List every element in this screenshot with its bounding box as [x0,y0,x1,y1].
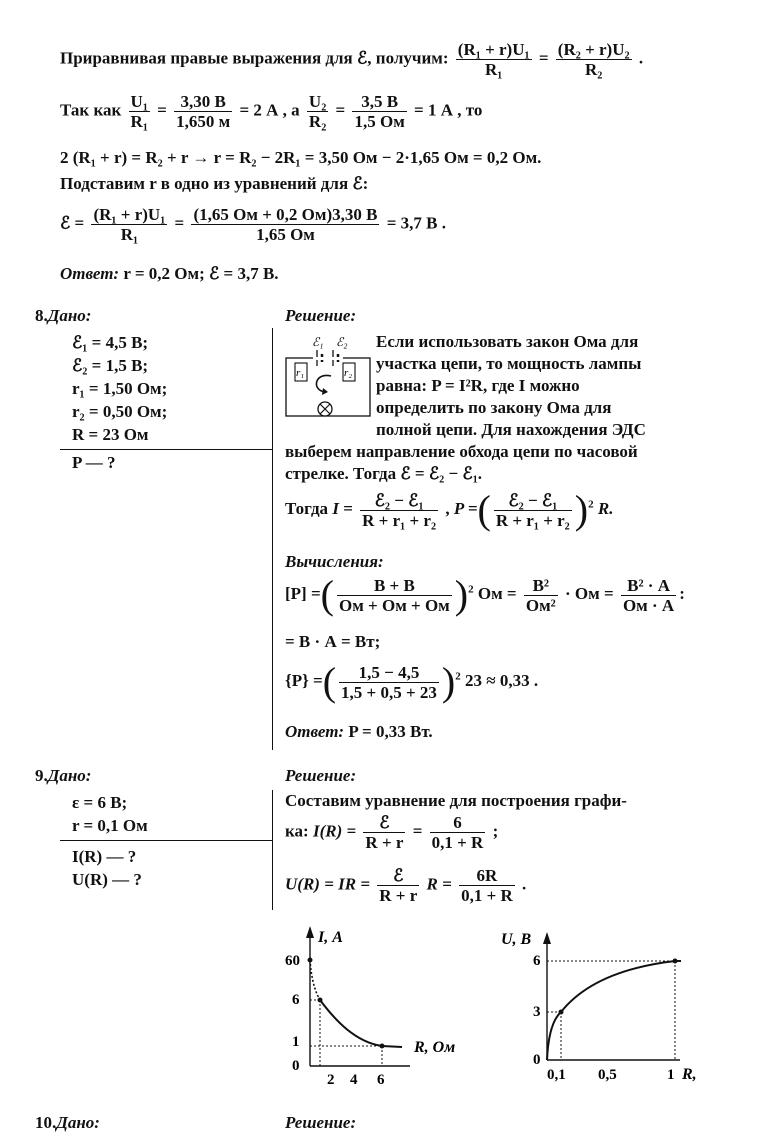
units-frac3 [621,576,676,615]
given-label: Дано: [56,1113,100,1132]
units-mid2: · Ом = [565,583,614,603]
p9-formula-u [285,866,526,905]
paren-right: ) [454,572,469,617]
line5-frac2 [191,205,379,244]
frac-den: R + r [379,886,418,905]
line2-prefix: Так как [60,100,122,120]
graph-left-xlabel: R, Ом [414,1039,456,1056]
exponent: 2 [468,583,474,596]
p8-header [35,306,91,326]
p8-numeric-formula [285,659,539,704]
frac-num: 6R [459,866,515,886]
frac-den: Ом² [525,595,556,615]
num-frac [339,663,439,702]
top-line1 [60,40,643,79]
frac-num: (1,65 Ом + 0,2 Ом)3,30 В [193,205,378,224]
frac-den: 1,5 + 0,5 + 23 [341,682,437,702]
units-frac1 [337,576,452,615]
given-label: Дано: [47,766,92,785]
paren-left: ( [320,572,334,617]
given-item: ℰ₂ = 1,5 В; [72,356,149,375]
answer-value: P = 0,33 Вт. [348,722,433,741]
frac-num: (R₂ + r)U₂ [557,40,630,59]
i-frac1 [363,813,405,852]
text-line: Если использовать закон Ома для [376,332,639,351]
frac-num: 3,5 В [352,92,406,112]
top-line4: Подставим r в одно из уравнений для ℰ: [60,174,369,193]
problem-number: 9. [35,766,48,785]
frac-num: 6 [430,813,486,833]
frac-den: 1,650 м [176,112,231,131]
p8-units-line2: = В · А = Вт; [285,632,381,651]
units-lhs: [P] = [285,583,321,603]
paren-left: ( [322,659,337,704]
u-lhs: U(R) = IR = [285,874,371,894]
p9-given-list [72,791,148,837]
text-line: определить по закону Ома для [376,398,612,417]
frac-den: Ом · А [622,595,675,615]
line2-frac4 [352,92,406,131]
p8-circuit-diagram [283,330,373,420]
p-tail: R. [597,498,614,518]
p8-vertical-divider [272,328,273,750]
i-lhs: I = [332,498,353,518]
u-frac1 [377,866,419,905]
frac-den: R₂ [308,112,327,131]
p8-formula-ip [285,487,614,532]
graph-right-xtick-05: 0,5 [598,1067,617,1083]
line5-frac1 [91,205,167,244]
p8-calc-label: Вычисления: [285,552,384,571]
p8-solution-label: Решение: [285,306,357,325]
graph-left-ytick-6: 6 [292,992,300,1008]
top-line2 [60,92,482,131]
frac-den: R₁ [120,225,139,244]
exponent: 2 [455,670,461,683]
dot: . [522,874,527,894]
given-item: ℰ₁ = 4,5 В; [72,333,149,352]
find-item: I(R) — ? [72,847,137,866]
graph-left-ylabel: I, А [318,929,343,946]
p9-formula-i [285,813,498,852]
graph-right-xtick-01: 0,1 [547,1067,566,1083]
paren-left: ( [477,487,491,532]
p8-text-full [285,441,638,485]
line2-suffix: = 1 А , то [414,100,483,120]
exponent: 2 [588,498,594,511]
top-line1-frac2 [556,40,632,79]
top-line3: 2 (R₁ + r) = R₂ + r → r = R₂ − 2R₁ = 3,50 Ом − 2·1,65 Ом = 0,2 Ом. [60,148,542,167]
graph-right-ytick-6: 6 [533,953,541,969]
graph-u-of-r [495,920,715,1090]
eq-sign: = [538,48,549,68]
u-mid: R = [426,874,452,894]
line5-result: = 3,7 В . [386,213,446,233]
u-frac2 [459,866,515,905]
semicolon: ; [492,821,499,841]
graph-i-of-r [280,920,480,1090]
frac-num: ℰ₂ − ℰ₁ [360,491,438,511]
circuit-r2-label: r₂ [344,367,353,379]
graph-left-xtick-2: 2 [327,1072,335,1088]
line2-frac1 [129,92,150,131]
problem-number: 10. [35,1113,57,1132]
graph-right-ytick-3: 3 [533,1004,541,1020]
eq-sign: = [157,100,167,120]
p9-vertical-divider [272,790,273,910]
circuit-r1-label: r₁ [296,367,305,379]
comma: , [445,498,450,518]
top-line1-frac1 [456,40,532,79]
line2-frac3 [307,92,328,131]
text-line: равна: P = I²R, где I можно [376,376,580,395]
then-label: Тогда [285,498,329,518]
top-line1-text: Приравнивая правые выражения для ℰ, получим: [60,48,449,68]
graph-left-xtick-4: 4 [350,1072,358,1088]
p9-find-list [72,845,142,891]
num-tail: 23 ≈ 0,33 . [465,670,539,690]
frac-num: 1,5 − 4,5 [339,663,439,683]
p9-header [35,766,91,786]
i-frac2 [430,813,486,852]
circuit-e1-label: ℰ₁ [312,335,324,349]
frac-den: 1,5 Ом [354,112,405,131]
answer-label: Ответ: [60,264,120,283]
frac-den: R + r [365,833,404,852]
frac-num: (R₁ + r)U₁ [457,40,530,59]
given-item: r₁ = 1,50 Ом; [72,379,168,398]
frac-den: R + r₁ + r₂ [495,510,570,530]
frac-num: ℰ₂ − ℰ₁ [494,491,572,511]
p9-solution-label: Решение: [285,766,357,785]
graph-right-xtick-1: 1 [667,1067,675,1083]
top-line5 [60,205,446,244]
graph-right-ylabel: U, В [501,931,532,948]
p8-text-block [376,331,646,441]
i-lhs: I(R) = [312,821,357,841]
units-frac2 [524,576,558,615]
text-line: стрелке. Тогда ℰ = ℰ₂ − ℰ₁. [285,464,483,483]
frac-num: U₂ [308,92,327,111]
graph-right-ytick-0: 0 [533,1052,541,1068]
p10-solution-label: Решение: [285,1113,357,1132]
p9-given-divider [60,840,272,841]
p-lhs: P = [453,498,478,518]
frac-den: R₂ [585,60,603,79]
problem-number: 8. [35,306,48,325]
find-item: U(R) — ? [72,870,142,889]
frac-den: R₁ [130,112,148,131]
frac-num: В² · А [621,576,676,596]
given-label: Дано: [47,306,92,325]
text-line: участка цепи, то мощность лампы [376,354,642,373]
p9-text-line1: Составим уравнение для построения графи- [285,791,627,810]
paren-right: ) [441,659,456,704]
answer-value: r = 0,2 Ом; ℰ = 3,7 В. [123,264,279,283]
graph-right-xlabel: R, [682,1066,697,1083]
line2-mid: = 2 А , а [239,100,300,120]
p8-given-list [72,331,167,446]
p8-units-formula [285,572,685,617]
graph-left-ytick-60: 60 [285,953,300,969]
frac-den: R + r₁ + r₂ [362,510,437,530]
dot: . [638,48,644,68]
paren-right: ) [574,487,589,532]
frac-den: 1,65 Ом [256,225,315,244]
given-item: ε = 6 В; [72,793,128,812]
text-line: полной цепи. Для нахождения ЭДС [376,420,646,439]
ka-label: ка: [285,821,309,841]
frac-den: R₁ [485,60,503,79]
frac-num: (R₁ + r)U₁ [93,205,166,224]
given-item: r₂ = 0,50 Ом; [72,402,168,421]
top-answer [60,264,279,284]
line2-frac2 [174,92,232,131]
eq-sign: = [412,821,423,841]
given-item: R = 23 Ом [72,425,149,444]
p-frac [494,491,572,530]
frac-num: ℰ [377,866,419,886]
p10-header [35,1113,100,1133]
frac-num: ℰ [363,813,405,833]
frac-den: 0,1 + R [431,833,484,852]
p8-answer [285,722,433,742]
line5-lhs: ℰ = [60,213,85,233]
eq-sign: = [335,100,346,120]
frac-num: В + В [337,576,452,596]
p8-find: P — ? [72,453,116,472]
eq-sign: = [174,213,185,233]
given-item: r = 0,1 Ом [72,816,148,835]
colon: : [679,583,685,603]
text-line: выберем направление обхода цепи по часовой [285,442,638,461]
units-mid1: Ом = [477,583,517,603]
graph-left-ytick-1: 1 [292,1034,300,1050]
graph-left-xtick-6: 6 [377,1072,385,1088]
answer-label: Ответ: [285,722,345,741]
circuit-e2-label: ℰ₂ [336,335,348,349]
i-frac [360,491,438,530]
frac-num: U₁ [130,92,148,111]
frac-den: 0,1 + R [461,886,513,905]
frac-num: 3,30 В [174,92,232,112]
graph-left-ytick-0: 0 [292,1058,300,1074]
num-lhs: {P} = [285,670,323,690]
frac-num: В² [524,576,558,596]
p8-given-divider [60,449,272,450]
frac-den: Ом + Ом + Ом [338,595,450,615]
